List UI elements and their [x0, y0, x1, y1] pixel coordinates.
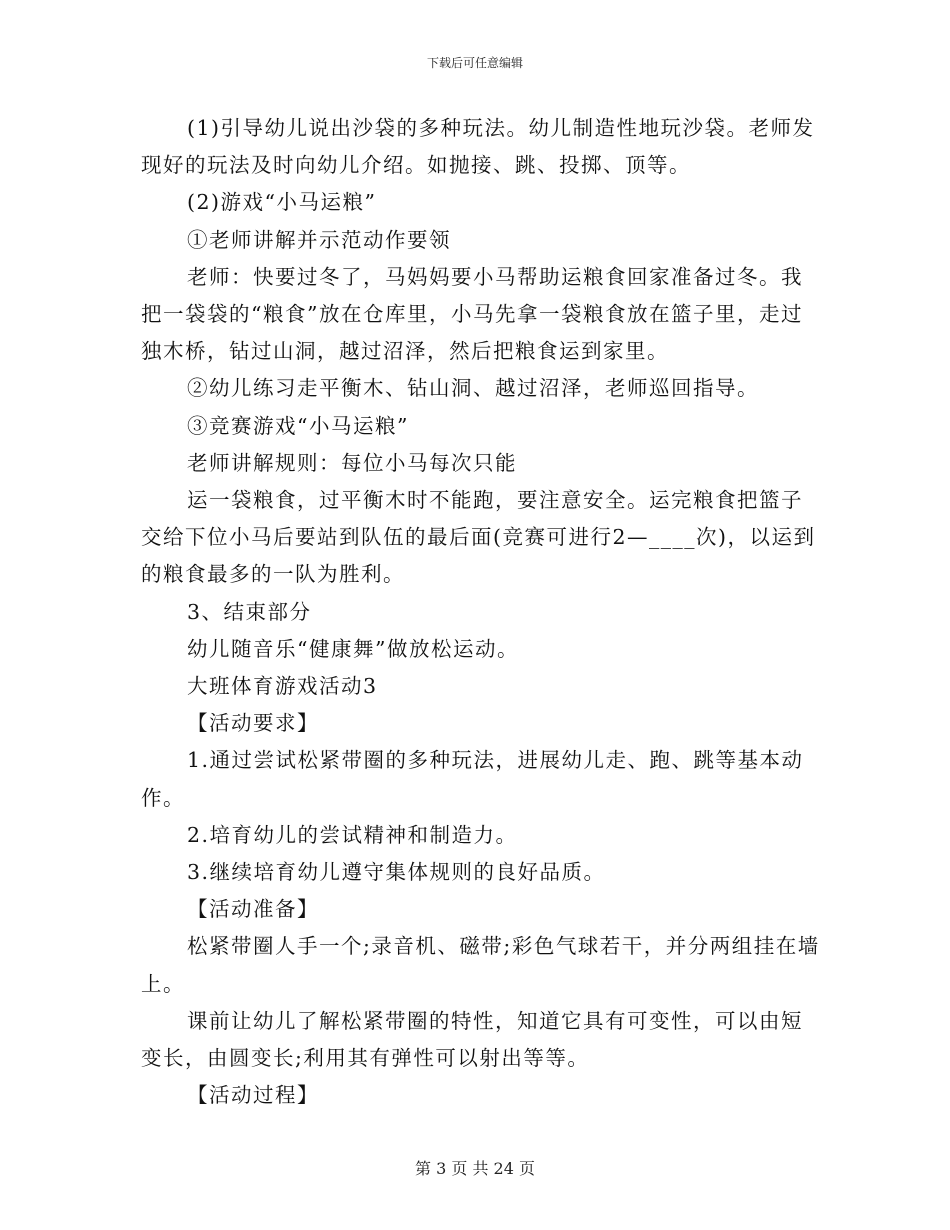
paragraph: (2)游戏“小马运粮”	[187, 190, 377, 215]
paragraph: ②幼儿练习走平衡木、钻山洞、越过沼泽，老师巡回指导。	[187, 376, 759, 401]
list-item: 3.继续培育幼儿遵守集体规则的良好品质。	[187, 860, 606, 885]
paragraph: ③竞赛游戏“小马运粮”	[187, 413, 409, 438]
paragraph: 课前让幼儿了解松紧带圈的特性，知道它具有可变性，可以由短变长，由圆变长;利用其有弹性可以射出等等。	[141, 1008, 803, 1071]
section-heading: 3、结束部分	[187, 599, 312, 624]
document-body	[141, 110, 821, 1114]
paragraph: 运一袋粮食，过平衡木时不能跑，要注意安全。运完粮食把篮子交给下位小马后要站到队伍的最后面(竞赛可进行2—____次)，以运到的粮食最多的一队为胜利。	[141, 488, 816, 587]
paragraph: 幼儿随音乐“健康舞”做放松运动。	[187, 636, 519, 661]
paragraph: 老师讲解规则：每位小马每次只能	[187, 450, 517, 475]
paragraph: (1)引导幼儿说出沙袋的多种玩法。幼儿制造性地玩沙袋。老师发现好的玩法及时向幼儿介绍。如抛接、跳、投掷、顶等。	[141, 116, 815, 178]
paragraph: 老师：快要过冬了，马妈妈要小马帮助运粮食回家准备过冬。我把一袋袋的“粮食”放在仓库里，小马先拿一袋粮食放在篮子里，走过独木桥，钻过山洞，越过沼泽，然后把粮食运到家里。	[141, 264, 803, 364]
page-header: 下载后可任意编辑	[426, 56, 523, 70]
paragraph: ①老师讲解并示范动作要领	[187, 227, 451, 252]
section-heading: 【活动过程】	[187, 1083, 319, 1108]
list-item: 1.通过尝试松紧带圈的多种玩法，进展幼儿走、跑、跳等基本动作。	[141, 748, 804, 810]
activity-title: 大班体育游戏活动3	[187, 674, 378, 699]
section-heading: 【活动准备】	[187, 897, 319, 922]
page-footer: 第 3 页 共 24 页	[415, 1159, 535, 1178]
list-item: 2.培育幼儿的尝试精神和制造力。	[187, 822, 518, 847]
section-heading: 【活动要求】	[187, 711, 319, 736]
paragraph: 松紧带圈人手一个;录音机、磁带;彩色气球若干，并分两组挂在墙上。	[141, 934, 820, 996]
